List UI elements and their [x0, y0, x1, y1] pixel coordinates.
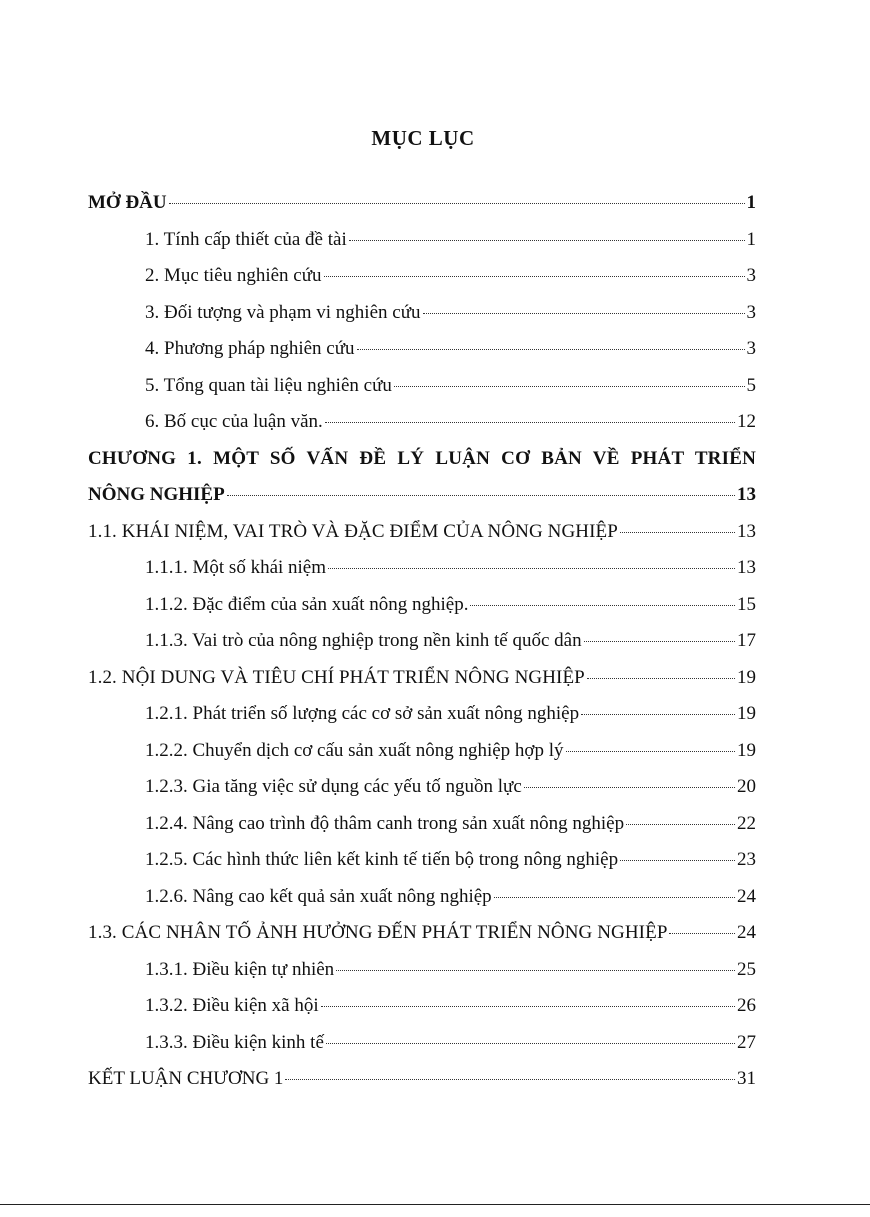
toc-entry — [88, 703, 756, 740]
toc-entry-text: 1.3.3. Điều kiện kinh tế — [145, 1031, 324, 1053]
dot-leader — [227, 495, 735, 496]
toc-entry — [88, 1068, 756, 1105]
toc-entry-text: 6. Bố cục của luận văn. — [145, 411, 323, 432]
page-bottom-rule — [0, 1204, 870, 1205]
toc-entry-page: 13 — [737, 557, 756, 578]
toc-entry-text: 1.1.2. Đặc điểm của sản xuất nông nghiệp. — [145, 593, 469, 615]
dot-leader — [321, 1006, 735, 1007]
toc-entry-page: 22 — [737, 812, 756, 834]
toc-entry-page: 1 — [746, 228, 756, 250]
toc-entry-page: 19 — [737, 739, 756, 761]
toc-entry-page: 3 — [746, 265, 756, 286]
toc-entry-text: 1.2.2. Chuyển dịch cơ cấu sản xuất nông nghiệp hợp lý — [145, 739, 564, 761]
toc-entry — [88, 813, 756, 850]
toc-entry-page: 19 — [737, 666, 756, 688]
page-title: MỤC LỤC — [371, 126, 475, 150]
toc-entry-text: MỞ ĐẦU — [88, 192, 167, 213]
toc-entry-text: KẾT LUẬN CHƯƠNG 1 — [88, 1068, 284, 1089]
dot-leader — [581, 714, 735, 715]
toc-entry — [88, 192, 756, 229]
toc-entry-page: 23 — [737, 849, 756, 870]
dot-leader — [349, 240, 745, 241]
toc-entry-page: 3 — [746, 301, 756, 323]
toc-entry-text: 1. Tính cấp thiết của đề tài — [145, 228, 347, 250]
toc-entry-text: CHƯƠNG 1. MỘT SỐ VẤN ĐỀ LÝ LUẬN CƠ BẢN VỀ PHÁT TRIỂN — [88, 447, 756, 469]
toc-entry-text: 1.2.4. Nâng cao trình độ thâm canh trong sản xuất nông nghiệp — [145, 812, 625, 834]
toc-entry — [88, 995, 756, 1032]
dot-leader — [394, 386, 745, 387]
dot-leader — [324, 276, 745, 277]
toc-entry-page: 12 — [737, 411, 756, 432]
toc-entry-page: 31 — [737, 1068, 756, 1089]
toc-entry — [88, 594, 756, 631]
toc-entry-page: 15 — [737, 593, 756, 615]
toc-entry-page: 13 — [737, 484, 756, 505]
toc-entry-text: 1.1. KHÁI NIỆM, VAI TRÒ VÀ ĐẶC ĐIỂM CỦA NÔNG NGHIỆP — [88, 520, 618, 542]
toc-entry-page: 5 — [746, 374, 756, 396]
table-of-contents — [88, 192, 756, 1105]
toc-entry-text: 1.2.3. Gia tăng việc sử dụng các yếu tố nguồn lực — [145, 776, 522, 797]
dot-leader — [494, 897, 735, 898]
dot-leader — [566, 751, 736, 752]
dot-leader — [584, 641, 735, 642]
toc-entry — [88, 886, 756, 923]
toc-entry — [88, 265, 756, 302]
toc-entry-page: 25 — [737, 958, 756, 980]
toc-entry-text: NÔNG NGHIỆP — [88, 484, 225, 505]
toc-entry-page: 1 — [746, 192, 756, 213]
toc-entry — [88, 411, 756, 448]
toc-entry-page: 17 — [737, 630, 756, 651]
dot-leader — [328, 568, 735, 569]
toc-entry-page: 24 — [737, 885, 756, 907]
toc-entry-text: 1.2.5. Các hình thức liên kết kinh tế tiến bộ trong nông nghiệp — [145, 849, 619, 870]
toc-entry — [88, 521, 756, 558]
toc-entry-text: 5. Tổng quan tài liệu nghiên cứu — [145, 374, 392, 396]
toc-entry-text: 1.2. NỘI DUNG VÀ TIÊU CHÍ PHÁT TRIỂN NÔNG NGHIỆP — [88, 666, 585, 688]
toc-entry-page: 3 — [746, 338, 756, 359]
toc-entry — [88, 667, 756, 704]
dot-leader — [524, 787, 735, 788]
toc-entry-text: 1.2.6. Nâng cao kết quả sản xuất nông nghiệp — [145, 885, 492, 907]
toc-entry-text: 1.2.1. Phát triển số lượng các cơ sở sản xuất nông nghiệp — [145, 703, 580, 724]
toc-entry — [88, 959, 756, 996]
dot-leader — [470, 605, 735, 606]
toc-entry — [88, 1032, 756, 1069]
toc-entry-page: 27 — [737, 1031, 756, 1053]
dot-leader — [587, 678, 735, 679]
toc-entry — [88, 338, 756, 375]
dot-leader — [626, 824, 735, 825]
toc-entry-chapter-heading — [88, 448, 756, 485]
toc-entry-text: 1.3.2. Điều kiện xã hội — [145, 995, 319, 1016]
toc-entry-text: 3. Đối tượng và phạm vi nghiên cứu — [145, 301, 421, 323]
dot-leader — [423, 313, 745, 314]
dot-leader — [669, 933, 735, 934]
toc-entry — [88, 740, 756, 777]
toc-entry — [88, 922, 756, 959]
toc-entry-text: 4. Phương pháp nghiên cứu — [145, 338, 355, 359]
toc-entry-text: 1.1.3. Vai trò của nông nghiệp trong nền kinh tế quốc dân — [145, 630, 582, 651]
toc-entry — [88, 375, 756, 412]
dot-leader — [620, 532, 735, 533]
toc-entry — [88, 484, 756, 521]
dot-leader — [325, 422, 735, 423]
dot-leader — [620, 860, 735, 861]
dot-leader — [169, 203, 745, 204]
toc-entry-text: 1.3. CÁC NHÂN TỐ ẢNH HƯỞNG ĐẾN PHÁT TRIỂN NÔNG NGHIỆP — [88, 922, 668, 943]
toc-entry-page: 19 — [737, 703, 756, 724]
toc-entry-text: 1.1.1. Một số khái niệm — [145, 557, 327, 578]
toc-entry-text: 1.3.1. Điều kiện tự nhiên — [145, 958, 335, 980]
dot-leader — [336, 970, 735, 971]
toc-entry-page: 13 — [737, 520, 756, 542]
toc-entry-page: 26 — [737, 995, 756, 1016]
toc-entry — [88, 849, 756, 886]
toc-entry-page: 20 — [737, 776, 756, 797]
dot-leader — [326, 1043, 735, 1044]
dot-leader — [357, 349, 745, 350]
toc-entry-text: 2. Mục tiêu nghiên cứu — [145, 265, 322, 286]
toc-entry — [88, 557, 756, 594]
toc-entry — [88, 302, 756, 339]
toc-entry — [88, 630, 756, 667]
toc-entry — [88, 776, 756, 813]
toc-entry — [88, 229, 756, 266]
toc-entry-page: 24 — [737, 922, 756, 943]
dot-leader — [285, 1079, 735, 1080]
